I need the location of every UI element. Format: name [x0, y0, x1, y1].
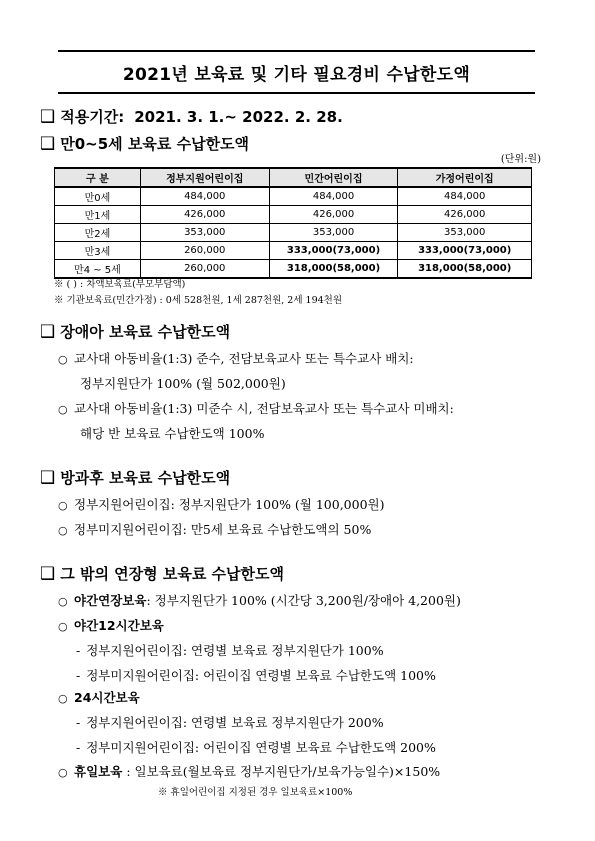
sub-item-text: 정부지원어린이집: 연령별 보육료 정부지원단가 200%	[86, 715, 384, 730]
dash-bullet-icon: -	[76, 740, 81, 755]
sub-item-text: 정부미지원어린이집: 어린이집 연령별 보육료 수납한도액 200%	[86, 740, 436, 755]
circle-bullet-icon: ○	[58, 353, 68, 366]
holiday-text: : 일보육료(월보육료 정부지원단가/보육가능일수)×150%	[126, 764, 441, 779]
list-item-text: 교사대 아동비율(1:3) 미준수 시, 전담보육교사 또는 특수교사 미배치:	[74, 401, 454, 416]
sub-item	[76, 666, 436, 684]
list-item	[58, 688, 140, 706]
section3-heading	[40, 467, 230, 488]
list-item-text: 정부지원어린이집: 정부지원단가 100% (월 100,000원)	[74, 497, 385, 512]
col-header: 민간어린이집	[269, 168, 398, 187]
list-item-continued: 정부지원단가 100% (월 502,000원)	[80, 376, 286, 391]
table-cell: 426,000	[140, 206, 269, 224]
table-note: ※ ( ) : 차액보육료(부모부담액)	[54, 279, 186, 290]
night-text: : 정부지원단가 100% (시간당 3,200원/장애아 4,200원)	[146, 593, 461, 608]
table-cell: 353,000	[269, 224, 398, 242]
table-cell: 484,000	[398, 187, 532, 206]
table-cell: 426,000	[398, 206, 532, 224]
table-cell: 333,000(73,000)	[398, 242, 532, 260]
table-row	[55, 187, 532, 206]
table-cell: 353,000	[398, 224, 532, 242]
col-header: 가정어린이집	[398, 168, 532, 187]
dash-bullet-icon: -	[76, 715, 81, 730]
period-row	[40, 106, 343, 127]
list-item	[58, 349, 414, 367]
section2-heading-text: 장애아 보육료 수납한도액	[60, 323, 231, 341]
table-cell: 260,000	[140, 260, 269, 279]
fee-table	[54, 167, 532, 279]
table-row	[55, 206, 532, 224]
square-bullet-icon: ❑	[40, 133, 56, 154]
section4-heading	[40, 563, 284, 584]
table-cell: 만4 ~ 5세	[55, 260, 141, 279]
dash-bullet-icon: -	[76, 668, 81, 683]
holiday-note: ※ 휴일어린이집 지정된 경우 일보육료×100%	[158, 787, 353, 798]
col-header: 정부지원어린이집	[140, 168, 269, 187]
dash-bullet-icon: -	[76, 643, 81, 658]
page-title: 2021년 보육료 및 기타 필요경비 수납한도액	[122, 64, 471, 85]
title-box	[58, 50, 535, 94]
list-item	[58, 616, 164, 634]
square-bullet-icon: ❑	[40, 321, 56, 342]
sub-item-text: 정부미지원어린이집: 어린이집 연령별 보육료 수납한도액 100%	[86, 668, 436, 683]
table-cell: 318,000(58,000)	[269, 260, 398, 279]
sub-item	[76, 641, 384, 659]
circle-bullet-icon: ○	[58, 766, 68, 779]
list-item	[58, 495, 385, 513]
period-value: 2021. 3. 1.~ 2022. 2. 28.	[134, 107, 343, 126]
table-header-row	[55, 168, 532, 187]
section1-heading	[40, 133, 249, 154]
square-bullet-icon: ❑	[40, 106, 56, 127]
section1-heading-text: 만0~5세 보육료 수납한도액	[60, 135, 250, 153]
table-cell: 333,000(73,000)	[269, 242, 398, 260]
list-item-continued: 해당 반 보육료 수납한도액 100%	[80, 426, 265, 441]
circle-bullet-icon: ○	[58, 692, 68, 705]
table-cell: 484,000	[140, 187, 269, 206]
section2-heading	[40, 321, 230, 342]
sub-item-text: 정부지원어린이집: 연령별 보육료 정부지원단가 100%	[86, 643, 384, 658]
table-row	[55, 224, 532, 242]
table-cell: 318,000(58,000)	[398, 260, 532, 279]
table-cell: 484,000	[269, 187, 398, 206]
list-item	[58, 399, 454, 417]
table-cell: 만1세	[55, 206, 141, 224]
circle-bullet-icon: ○	[58, 524, 68, 537]
holiday-label: 휴일보육	[74, 764, 123, 779]
table-cell: 만2세	[55, 224, 141, 242]
circle-bullet-icon: ○	[58, 499, 68, 512]
sub-item	[76, 738, 436, 756]
list-item	[58, 591, 461, 609]
night12-label: 야간12시간보육	[74, 618, 164, 633]
period-label: 적용기간:	[60, 108, 125, 126]
table-cell: 426,000	[269, 206, 398, 224]
circle-bullet-icon: ○	[58, 620, 68, 633]
table-cell: 만0세	[55, 187, 141, 206]
section3-heading-text: 방과후 보육료 수납한도액	[60, 469, 231, 487]
square-bullet-icon: ❑	[40, 467, 56, 488]
sub-item	[76, 713, 384, 731]
table-cell: 353,000	[140, 224, 269, 242]
unit-label: (단위:원)	[500, 154, 541, 165]
list-item	[58, 762, 440, 780]
table-cell: 260,000	[140, 242, 269, 260]
table-cell: 만3세	[55, 242, 141, 260]
table-note: ※ 기관보육료(민간가정) : 0세 528천원, 1세 287천원, 2세 194천원	[54, 295, 343, 306]
night-label: 야간연장보육	[74, 593, 147, 608]
table-row	[55, 242, 532, 260]
circle-bullet-icon: ○	[58, 595, 68, 608]
list-item-text: 교사대 아동비율(1:3) 준수, 전담보육교사 또는 특수교사 배치:	[74, 351, 414, 366]
circle-bullet-icon: ○	[58, 403, 68, 416]
list-item-text: 정부미지원어린이집: 만5세 보육료 수납한도액의 50%	[74, 522, 372, 537]
square-bullet-icon: ❑	[40, 563, 56, 584]
col-header: 구 분	[55, 168, 141, 187]
list-item	[58, 520, 371, 538]
section4-heading-text: 그 밖의 연장형 보육료 수납한도액	[60, 565, 285, 583]
h24-label: 24시간보육	[74, 690, 140, 705]
